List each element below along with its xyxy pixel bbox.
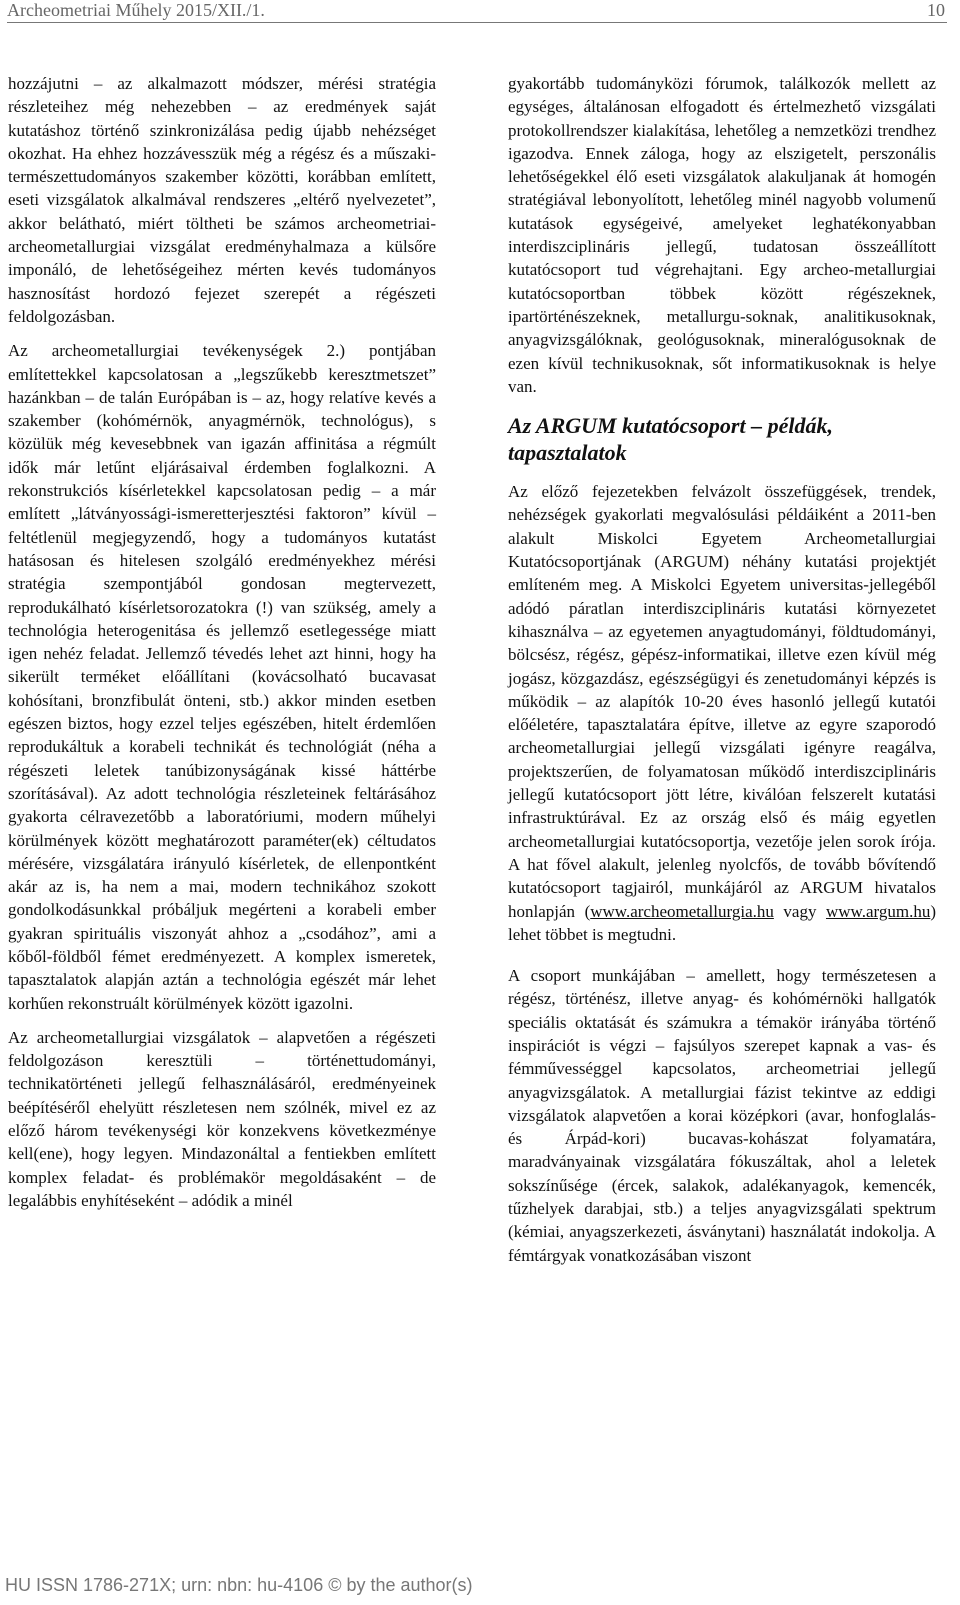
left-column	[8, 72, 436, 1212]
argum-link[interactable]: www.argum.hu	[825, 901, 931, 921]
right-column	[508, 72, 936, 1267]
paragraph	[508, 480, 936, 946]
page-number: 10	[927, 0, 945, 20]
paragraph-text: vagy	[773, 901, 826, 921]
paragraph: Az archeometallurgiai vizsgálatok – alapvetően a régészeti feldolgozáson keresztüli – történettudományi, technikatörténeti jellegű felhasználásáról, eredményeinek beépítéséről ehelyütt részletesen nem szólnék, mivel ez az előző három tevékenységi kör konzekvens következménye kell(ene), hogy legyen. Mindazonáltal a fentiekben említett komplex feladat- és problémakör megoldásaként – de legalábbis enyhítéseként – adódik a minél	[8, 1027, 436, 1210]
paragraph: A csoport munkájában – amellett, hogy természetesen a régész, történész, illetve anyag- és kohómérnöki hallgatók speciális oktatását és számukra a témakör irányába történő inspirációt is végzi – fajsúlyos szerepet kapnak a vas- és fémművességgel kapcsolatos, archeometriai jellegű anyagvizsgálatok. A metallurgiai fázist tekintve az eddigi vizsgálatok alapvetően a korai középkori (avar, honfoglalás- és Árpád-kori) bucavas-kohászat folyamatára, maradványainak vizsgálatára fókuszáltak, ahol a leletek sokszínűsége (ércek, salakok, adalékanyagok, kemencék, tűzhelyek darabjai, stb.) a teljes anyagvizsgálati spektrum (kémiai, anyagszerkezeti, ásványtani) használatát indokolja. A fémtárgyak vonatkozásában viszont	[508, 966, 936, 1265]
footer-issn: HU ISSN 1786-271X; urn: nbn: hu-4106 © by the author(s)	[5, 1575, 473, 1595]
header-rule	[7, 22, 947, 23]
archeometallurgia-link[interactable]: www.archeometallurgia.hu	[590, 901, 774, 921]
paragraph: gyakortább tudományközi fórumok, találkozók mellett az egységes, általánosan elfogadott és értelmezhető vizsgálati protokollrendszer kialakítása, lehetőleg a nemzetközi trendhez igazodva. Ennek záloga, hogy az elszigetelt, perszonális lehetőségekkel élő eseti vizsgálatok alakuljanak át homogén stratégiával lebonyolított, lehetőleg minél nagyobb volumenű kutatások egységeivé, amelyeket leghatékonyabban interdiszciplináris jellegű, tudatosan összeállított kutatócsoport tud végrehajtani. Egy archeo-metallurgiai kutatócsoportban többek között régészeknek, ipartörténészeknek, metallurgu-soknak, analitikusoknak, anyagvizsgálóknak, geológusoknak, mineralógusoknak de ezen kívül technikusoknak, sőt informatikusoknak is helye van.	[508, 74, 936, 396]
running-header	[7, 0, 953, 22]
paragraph-text: ) lehet többet is megtudni.	[508, 901, 937, 944]
paragraph: hozzájutni – az alkalmazott módszer, mérési stratégia részleteihez még nehezebben – az eredmények saját kutatáshoz történő szinkronizálása pedig újabb nehézséget okozhat. Ha ehhez hozzávesszük még a régész és a műszaki-természettudományos szakember közötti, korábban említett, eseti vizsgálatok alkalmával rendszeres „eltérő nyelvezetet”, akkor belátható, miért töltheti be számos archeometriai-archeometallurgiai vizsgálat eredményhalmaza a külsőre imponáló, de lehetőségeihez mérten kevés tudományos hasznosítást hordozó fejezet szerepét a régészeti feldolgozásban.	[8, 74, 436, 326]
section-heading: Az ARGUM kutatócsoport – példák, tapasztalatok	[508, 413, 833, 466]
paragraph-text: Az előző fejezetekben felvázolt összefüggések, trendek, nehézségek gyakorlati megvalósulási példáiként a 2011-ben alakult Miskolci Egyetem Archeometallurgiai Kutatócsoportjának (ARGUM) néhány kutatási projektjét említeném meg. A Miskolci Egyetem universitas-jellegéből adódó páratlan interdiszciplináris kutatási környezetet kihasználva – az egyetemen anyagtudományi, földtudományi, bölcsész, régész, gépész-informatikai, illetve ezen kívül még jogász, közgazdász, egészségügyi és zenetudományi képzés is működik – az alapítók 10-20 éves hasonló jellegű kutatói előéletére, tapasztalatára építve, illetve az egyre szaporodó archeometallurgiai jellegű vizsgálati igényre reagálva, projektszerűen, de folyamatosan működő interdiszciplináris jellegű kutatócsoport jött létre, kiválóan felszerelt kutatási infrastruktúrával. Ez az ország első és máig egyetlen archeometallurgiai kutatócsoportja, vezetője jelen sorok írója. A hat fővel alakult, jelenleg nyolcfős, de tovább bővítendő kutatócsoport tagjairól, munkájáról az ARGUM hivatalos honlapján (	[508, 482, 936, 921]
journal-title: Archeometriai Műhely 2015/XII./1.	[7, 0, 265, 20]
paragraph: Az archeometallurgiai tevékenységek 2.) pontjában említettekkel kapcsolatosan a „legszűkebb keresztmetszet” hazánkban – de talán Európában is – az, hogy relatíve kevés a szakember (kohómérnök, anyagmérnök, technológus), s közülük még kevesebbnek van igazán affinitása a régmúlt idők már letűnt eljárásaival érdemben foglalkozni. A rekonstrukciós kísérletekkel kapcsolatosan pedig – a már említett „látványossági-ismeretterjesztési faktoron” kívül – feltétlenül megjegyzendő, hogy a tudományos kutatást hatásosan és hitelesen szolgáló eredményekhez mérési stratégia szempontjából gondosan megtervezett, reprodukálható kísérletsorozatokra (!) van szükség, amely a technológia heterogenitása és jellemző esetlegessége miatt igen nehéz feladat. Jellemző tévedés lehet azt hinni, hogy ha sikerült terméket előállítani (kovácsolható bucavasat kohósítani, bronzfibulát önteni, stb.) akkor minden esetben egészen biztos, hogy ezzel teljes egészében, hitelt érdemlően reprodukáltuk a korabeli technikát és technológiát (néha a régészeti leletek tanúbizonyságának kissé háttérbe szorításával). Az adott technológia részleteinek feltárásához gyakorta célravezetőbb a laboratóriumi, modern műhelyi körülmények között meghatározott paraméter(ek) céltudatos mérésére, vizsgálatára irányuló kísérletek, de ellenpontként akár az is, ha nem a mai, modern technikához szokott gondolkodásunkkal próbáljuk megérteni a korabeli ember gyakran spirituális viszonyát ahhoz a „csodához”, ami a kőből-földből fémet eredményezett. A komplex ismeretek, tapasztalatok alapján aztán a technológia egészét már lehet korhűen rekonstruált körülmények között igazolni.	[8, 341, 436, 1013]
